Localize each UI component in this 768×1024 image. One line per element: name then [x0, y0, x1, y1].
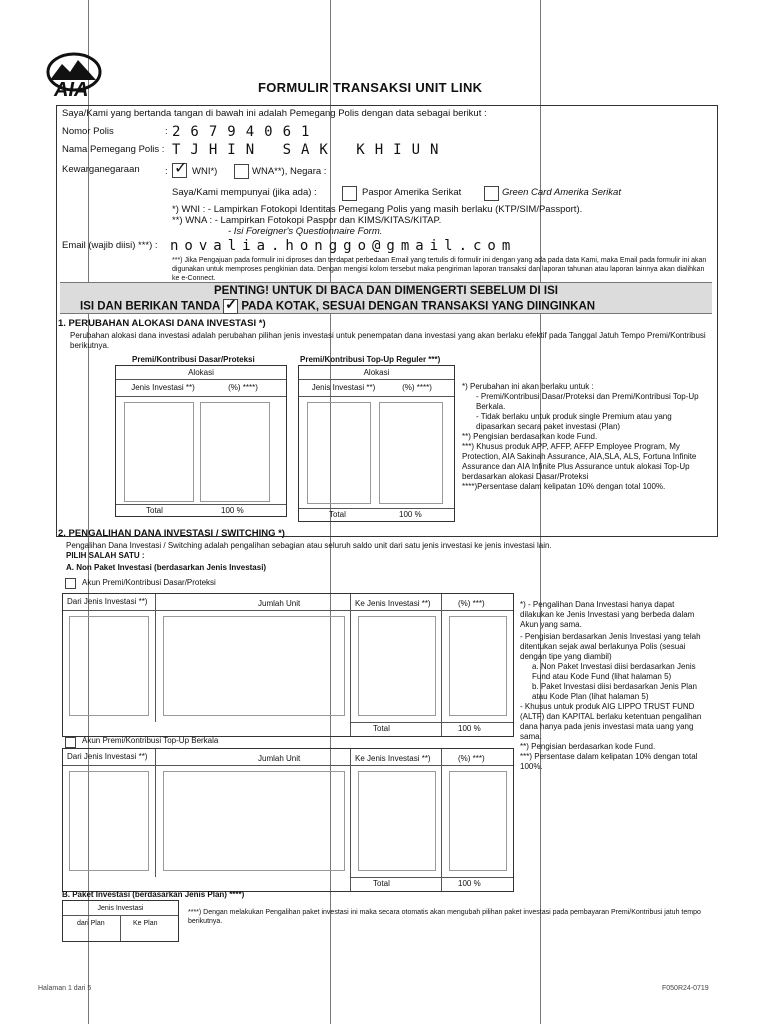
- note: **) Pengisian berdasarkan kode Fund.: [520, 742, 656, 751]
- col-ke: Ke Jenis Investasi **): [355, 599, 431, 608]
- plan-header: Jenis Investasi: [97, 905, 144, 912]
- have-label: Saya/Kami mempunyai (jika ada) :: [172, 187, 317, 198]
- note: - Khusus untuk produk AIG LIPPO TRUST FUND (ALTF) dan KAPITAL berlaku ketentuan pengalihan dana hanya pada jenis investasi mata uang yang sama.: [520, 702, 702, 741]
- col-jumlah: Jumlah Unit: [258, 599, 301, 608]
- note: - Pengisian berdasarkan Jenis Investasi yang telah ditentukan sejak awal berlakunya Polis (sesuai dengan tipe yang diambil): [520, 632, 701, 661]
- banner-line-1: PENTING! UNTUK DI BACA DAN DIMENGERTI SEBELUM DI ISI: [214, 285, 558, 297]
- plan-note: ****) Dengan melakukan Pengalihan paket investasi ini maka secara otomatis akan mengubah pilihan paket investasi pada pembayaran Premi/Kontribusi jatuh tempo berikutnya.: [188, 909, 701, 925]
- page-number: Halaman 1 dari 5: [38, 985, 92, 992]
- note: *) Perubahan ini akan berlaku untuk :: [462, 382, 594, 391]
- email-value[interactable]: novalia.honggo@gmail.com: [170, 238, 517, 254]
- input-grid[interactable]: [69, 771, 149, 871]
- banner-line-2b: PADA KOTAK, SESUAI DENGAN TRANSAKSI YANG DIINGINKAN: [241, 300, 596, 313]
- table2-title: Premi/Kontribusi Top-Up Reguler ***): [300, 355, 441, 364]
- wni-checkbox[interactable]: [172, 162, 187, 180]
- col-dari: Dari Jenis Investasi **): [67, 597, 148, 606]
- banner-line-2: [80, 296, 596, 314]
- total-value: 100 %: [399, 510, 422, 519]
- basic-account-checkbox[interactable]: [65, 575, 76, 593]
- note: b. Paket Investasi diisi berdasarkan Jenis Plan atau Kode Plan (lihat halaman 5): [532, 682, 697, 701]
- section-1-title: 1. PERUBAHAN ALOKASI DANA INVESTASI *): [58, 318, 266, 329]
- col-dari: Dari Jenis Investasi **): [67, 752, 148, 761]
- total-label: Total: [373, 879, 390, 888]
- check-icon: ✓: [225, 296, 237, 312]
- intro-text: Saya/Kami yang bertanda tangan di bawah ini adalah Pemegang Polis dengan data sebagai berikut :: [62, 108, 487, 119]
- colon: :: [165, 126, 168, 137]
- logo-text: AIA: [54, 79, 89, 100]
- allocation-table-basic: [115, 365, 287, 517]
- section-2-desc: Pengalihan Dana Investasi / Switching adalah pengalihan sebagian atau seluruh saldo unit dari satu jenis investasi ke jenis investasi lain.: [66, 541, 552, 550]
- table1-title: Premi/Kontribusi Dasar/Proteksi: [132, 355, 255, 364]
- aia-logo: [44, 50, 116, 100]
- passport-label: Paspor Amerika Serikat: [362, 187, 462, 198]
- col-pct: (%) ***): [458, 754, 485, 763]
- allocation-table-topup: [298, 365, 455, 522]
- input-grid[interactable]: [449, 771, 507, 871]
- note: **) Pengisian berdasarkan kode Fund.: [462, 432, 598, 441]
- plan-from: dari Plan: [77, 920, 105, 927]
- input-grid[interactable]: [358, 616, 436, 716]
- section-1-notes: [462, 382, 712, 492]
- note: ****)Persentase dalam kelipatan 10% dengan total 100%.: [462, 482, 666, 491]
- switching-table-basic: [62, 593, 514, 737]
- wna-note-1: **) WNA : - Lampirkan Fotokopi Paspor dan KIMS/KITAS/KITAP.: [172, 215, 442, 226]
- col-jenis: Jenis Investasi **): [311, 383, 376, 392]
- input-grid[interactable]: [358, 771, 436, 871]
- note: a. Non Paket Investasi diisi berdasarkan Jenis Fund atau Kode Fund (lihat halaman 5): [532, 662, 696, 681]
- passport-checkbox[interactable]: [342, 185, 357, 203]
- col-ke: Ke Jenis Investasi **): [355, 754, 431, 763]
- col-jumlah: Jumlah Unit: [258, 754, 301, 763]
- col-pct: (%) ***): [458, 599, 485, 608]
- col-pct: (%) ****): [402, 383, 432, 392]
- greencard-checkbox[interactable]: [484, 185, 499, 203]
- wna-label: WNA**), Negara :: [252, 166, 327, 177]
- input-grid[interactable]: [124, 402, 194, 502]
- total-label: Total: [329, 510, 346, 519]
- plan-to: Ke Plan: [133, 920, 158, 927]
- total-label: Total: [373, 724, 390, 733]
- form-title: FORMULIR TRANSAKSI UNIT LINK: [258, 80, 483, 95]
- topup-account-label: Akun Premi/Kontribusi Top-Up Berkala: [82, 736, 219, 745]
- note: - Premi/Kontribusi Dasar/Proteksi dan Premi/Kontribusi Top-Up Berkala.: [476, 392, 699, 411]
- banner-line-2a: ISI DAN BERIKAN TANDA: [80, 300, 220, 313]
- basic-account-label: Akun Premi/Kontribusi Dasar/Proteksi: [82, 578, 216, 587]
- note: *) - Pengalihan Dana Investasi hanya dapat dilakukan ke Jenis Investasi yang berbeda dalam Akun yang sama.: [520, 600, 695, 629]
- policy-number-value[interactable]: 26794061: [172, 124, 320, 140]
- input-grid[interactable]: [379, 402, 443, 504]
- switching-table-topup: [62, 748, 514, 892]
- total-label: Total: [146, 506, 163, 515]
- plan-table: [62, 900, 179, 942]
- citizenship-label: Kewarganegaraan: [62, 164, 140, 175]
- note: - Tidak berlaku untuk produk single Premium atau yang dipasarkan secara paket investasi (Plan): [476, 412, 672, 431]
- input-grid[interactable]: [163, 616, 345, 716]
- input-grid[interactable]: [200, 402, 270, 502]
- section-2-notes: [520, 600, 710, 772]
- section-1-desc: Perubahan alokasi dana investasi adalah perubahan pilihan jenis investasi untuk penempatan dana investasi yang akan berlaku efektif pada Tanggal Jatuh Tempo Premi/Kontribusi berikutnya.: [70, 331, 706, 350]
- section-2-title: 2. PENGALIHAN DANA INVESTASI / SWITCHING *): [58, 528, 285, 539]
- wna-checkbox[interactable]: [234, 163, 249, 181]
- colon: :: [165, 166, 168, 177]
- alokasi-header: Alokasi: [188, 368, 214, 377]
- input-grid[interactable]: [163, 771, 345, 871]
- total-value: 100 %: [221, 506, 244, 515]
- choose-one: PILIH SALAH SATU :: [66, 551, 145, 560]
- wni-label: WNI*): [192, 166, 218, 177]
- important-banner: [60, 282, 712, 314]
- wna-note-2: - Isi Foreigner's Questionnaire Form.: [228, 226, 383, 237]
- note: ***) Khusus produk APP, AFFP, AFFP Employee Program, My Protection, AIA Sakinah Assurance, AIA,SLA, ALS, Fortuna Infinite Assurance dan AIA Infinite Plus Assurance untuk alokasi Top-Up berdasarkan alokasi Dasar/Proteksi: [462, 442, 697, 481]
- alokasi-header: Alokasi: [363, 368, 390, 377]
- wni-note: *) WNI : - Lampirkan Fotokopi Identitas Pemegang Polis yang masih berlaku (KTP/SIM/Passport).: [172, 204, 583, 215]
- col-jenis: Jenis Investasi **): [131, 383, 195, 392]
- sub-a-title: A. Non Paket Investasi (berdasarkan Jenis Investasi): [66, 563, 267, 572]
- input-grid[interactable]: [307, 402, 371, 504]
- sub-b-title: B. Paket Investasi (berdasarkan Jenis Plan) ****): [62, 890, 245, 899]
- email-note: ***) Jika Pengajuan pada formulir ini diproses dan terdapat perbedaan Email yang tertulis di formulir ini dengan yang ada pada data Kami, maka Email pada formulir ini akan digunakan untuk memproses pengkinian data. Dengan mengisi kolom tersebut maka pengiriman laporan transaksi dan laporan tahunan atau laporan lainnya akan dialihkan ke e-Connect.: [172, 257, 707, 282]
- email-label: Email (wajib diisi) ***) :: [62, 240, 158, 251]
- total-value: 100 %: [458, 879, 481, 888]
- input-grid[interactable]: [69, 616, 149, 716]
- input-grid[interactable]: [449, 616, 507, 716]
- policy-number-label: Nomor Polis: [62, 126, 114, 137]
- total-value: 100 %: [458, 724, 481, 733]
- note: ***) Persentase dalam kelipatan 10% dengan total 100%.: [520, 752, 698, 771]
- holder-name-label: Nama Pemegang Polis :: [62, 144, 165, 155]
- holder-name-value[interactable]: TJHIN SAK KHIUN: [172, 142, 449, 158]
- form-code: F050R24-0719: [662, 985, 709, 992]
- greencard-label: Green Card Amerika Serikat: [502, 187, 621, 198]
- col-pct: (%) ****): [228, 383, 258, 392]
- check-icon: ✓: [174, 160, 188, 177]
